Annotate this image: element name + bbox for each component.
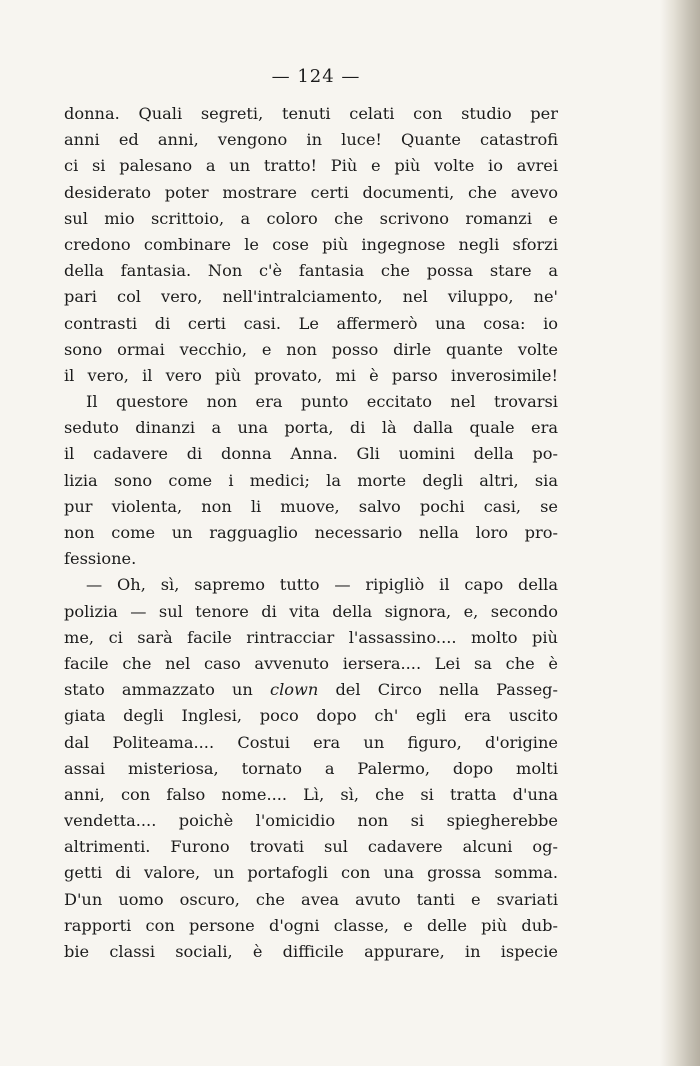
text-line: vendetta.... poichè l'omicidio non si spiegherebbe	[64, 811, 558, 831]
paragraph-start-line: — Oh, sì, sapremo tutto — ripigliò il capo della	[86, 575, 558, 595]
text-line: assai misteriosa, tornato a Palermo, dopo molti	[64, 758, 558, 778]
italic-word: clown	[270, 680, 319, 700]
text-line: credono combinare le cose più ingegnose negli sforzi	[64, 234, 558, 254]
text-line: lizia sono come i medici; la morte degli altri, sia	[64, 470, 558, 490]
text-line: giata degli Inglesi, poco dopo ch' egli era uscito	[64, 706, 558, 726]
text-line: donna. Quali segreti, tenuti celati con studio per	[64, 104, 558, 123]
text-line: anni ed anni, vengono in luce! Quante catastrofi	[64, 130, 558, 150]
text-line: bie classi sociali, è difficile appurare, in ispecie	[64, 942, 558, 961]
text-line: seduto dinanzi a una porta, di là dalla quale era	[64, 418, 558, 438]
text-line: polizia — sul tenore di vita della signora, e, secondo	[64, 601, 558, 621]
page-number: — 124 —	[271, 66, 361, 87]
text-line: me, ci sarà facile rintracciar l'assassino.... molto più	[64, 627, 558, 647]
text-line: D'un uomo oscuro, che avea avuto tanti e svariati	[64, 889, 558, 909]
text-line: contrasti di certi casi. Le affermerò una cosa: io	[64, 313, 558, 333]
page-edge-shadow	[660, 0, 700, 1066]
text-line: ci si palesano a un tratto! Più e più volte io avrei	[64, 156, 558, 176]
text-line: il vero, il vero più provato, mi è parso inverosimile!	[64, 365, 558, 385]
paragraph-end-line: fessione.	[64, 549, 137, 569]
text-line: sono ormai vecchio, e non posso dirle quante volte	[64, 339, 558, 359]
paragraph-start-line: Il questore non era punto eccitato nel trovarsi	[86, 392, 558, 412]
text-line: anni, con falso nome.... Lì, sì, che si tratta d'una	[64, 784, 558, 804]
text-line: getti di valore, un portafogli con una grossa somma.	[64, 863, 558, 883]
text-line: non come un ragguaglio necessario nella loro pro-	[64, 523, 558, 542]
text-segment: stato ammazzato un	[64, 680, 253, 700]
text-line: pur violenta, non li muove, salvo pochi casi, se	[64, 496, 558, 516]
text-line: desiderato poter mostrare certi documenti, che avevo	[64, 182, 558, 202]
text-line: facile che nel caso avvenuto iersera.... Lei sa che è	[64, 653, 558, 673]
text-line-with-italic	[64, 677, 558, 703]
body-text	[64, 101, 558, 965]
text-line: della fantasia. Non c'è fantasia che possa stare a	[64, 261, 558, 281]
text-line: sul mio scrittoio, a coloro che scrivono romanzi e	[64, 208, 558, 228]
text-line: rapporti con persone d'ogni classe, e delle più dub-	[64, 915, 558, 935]
text-segment: del Circo nella Passeg-	[335, 680, 558, 700]
text-line: il cadavere di donna Anna. Gli uomini della po-	[64, 444, 558, 464]
text-line: altrimenti. Furono trovati sul cadavere alcuni og-	[64, 837, 558, 857]
text-line: dal Politeama.... Costui era un figuro, d'origine	[64, 732, 558, 752]
text-line: pari col vero, nell'intralciamento, nel viluppo, ne'	[64, 287, 558, 307]
